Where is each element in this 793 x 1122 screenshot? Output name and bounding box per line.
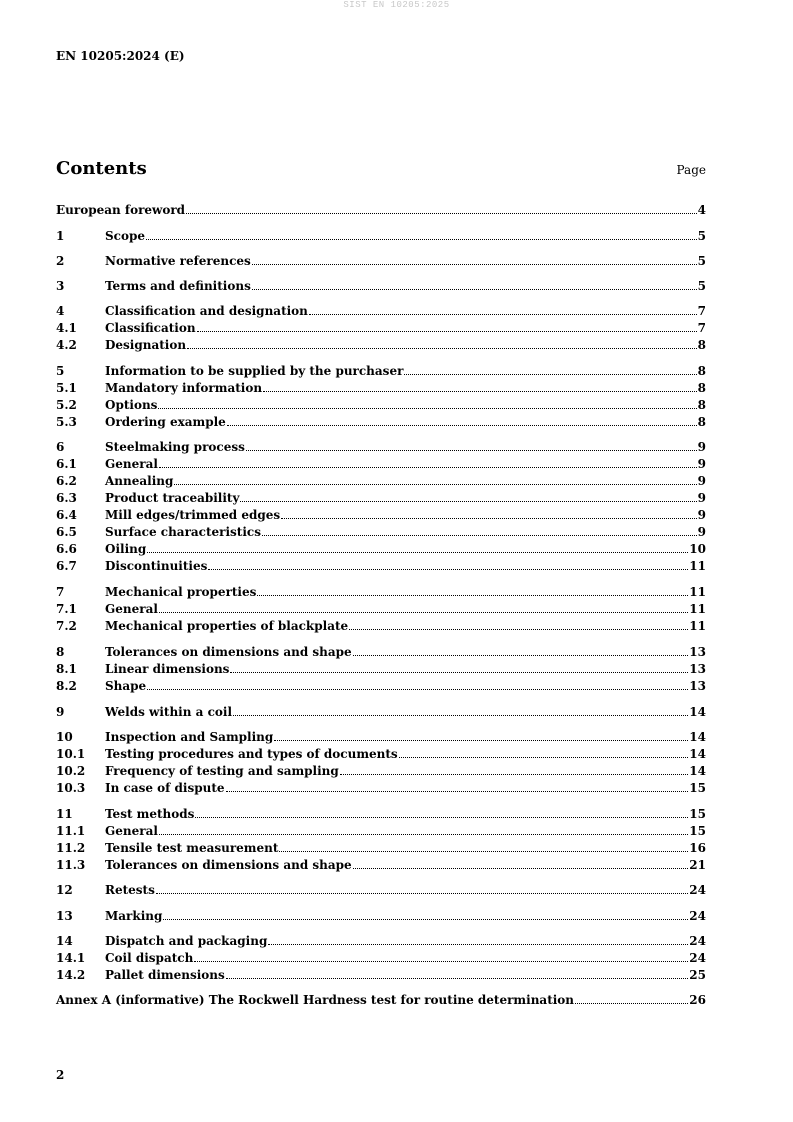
toc-entry-page: 9 xyxy=(697,508,706,522)
toc-entry-title: Tolerances on dimensions and shape xyxy=(105,645,352,659)
toc-entry-number: 5 xyxy=(56,364,65,378)
toc-dot-leader xyxy=(147,552,688,553)
toc-entry-title: Tolerances on dimensions and shape xyxy=(105,858,352,872)
toc-entry[interactable] xyxy=(56,908,706,924)
toc-entry-page: 8 xyxy=(697,364,706,378)
toc-dot-leader xyxy=(262,535,697,536)
toc-dot-leader xyxy=(147,689,688,690)
toc-entry[interactable] xyxy=(56,320,706,336)
toc-entry-page: 9 xyxy=(697,440,706,454)
toc-entry-page: 25 xyxy=(689,968,706,982)
toc-entry-title: Annex A (informative) The Rockwell Hardness test for routine determination xyxy=(56,993,575,1007)
toc-entry-page: 15 xyxy=(689,824,706,838)
toc-entry[interactable] xyxy=(56,584,706,600)
toc-entry-title: Scope xyxy=(105,229,146,243)
toc-entry-page: 15 xyxy=(689,781,706,795)
toc-dot-leader xyxy=(274,740,688,741)
toc-entry[interactable] xyxy=(56,763,706,779)
toc-entry-page: 11 xyxy=(689,559,706,573)
toc-entry-page: 4 xyxy=(697,203,706,217)
toc-entry-number: 6.2 xyxy=(56,474,77,488)
toc-entry-title: Oiling xyxy=(105,542,147,556)
toc-entry-page: 24 xyxy=(689,883,706,897)
toc-entry-page: 8 xyxy=(697,381,706,395)
page-number: 2 xyxy=(56,1068,65,1082)
toc-dot-leader xyxy=(156,893,688,894)
toc-entry-page: 7 xyxy=(697,321,706,335)
toc-entry-number: 5.3 xyxy=(56,415,77,429)
toc-entry[interactable] xyxy=(56,303,706,319)
toc-dot-leader xyxy=(349,629,688,630)
contents-title: Contents xyxy=(56,158,147,179)
toc-entry-page: 21 xyxy=(689,858,706,872)
toc-entry-page: 8 xyxy=(697,415,706,429)
toc-dot-leader xyxy=(158,408,696,409)
toc-entry[interactable] xyxy=(56,704,706,720)
toc-entry-page: 16 xyxy=(689,841,706,855)
toc-entry-page: 11 xyxy=(689,602,706,616)
page-column-label: Page xyxy=(676,163,706,177)
toc-entry-number: 14.1 xyxy=(56,951,86,965)
toc-dot-leader xyxy=(187,348,697,349)
toc-entry-title: Inspection and Sampling xyxy=(105,730,274,744)
toc-entry-number: 4.2 xyxy=(56,338,77,352)
toc-entry-number: 6 xyxy=(56,440,65,454)
toc-entry-page: 8 xyxy=(697,338,706,352)
toc-entry-page: 10 xyxy=(689,542,706,556)
toc-dot-leader xyxy=(159,612,688,613)
toc-entry-page: 7 xyxy=(697,304,706,318)
toc-dot-leader xyxy=(263,391,697,392)
toc-dot-leader xyxy=(146,239,697,240)
toc-entry-number: 8.2 xyxy=(56,679,77,693)
toc-dot-leader xyxy=(159,834,688,835)
toc-entry[interactable] xyxy=(56,661,706,677)
toc-entry-title: Classification xyxy=(105,321,196,335)
toc-entry-number: 5.1 xyxy=(56,381,77,395)
toc-entry[interactable] xyxy=(56,397,706,413)
toc-entry-number: 10 xyxy=(56,730,73,744)
toc-entry-number: 14 xyxy=(56,934,73,948)
toc-entry-page: 14 xyxy=(689,730,706,744)
toc-entry[interactable] xyxy=(56,278,706,294)
toc-entry-number: 6.5 xyxy=(56,525,77,539)
toc-entry-number: 11.2 xyxy=(56,841,86,855)
watermark: SIST EN 10205:2025 xyxy=(343,0,450,10)
toc-entry-page: 8 xyxy=(697,398,706,412)
toc-entry[interactable] xyxy=(56,857,706,873)
toc-entry[interactable] xyxy=(56,414,706,430)
toc-dot-leader xyxy=(252,289,697,290)
toc-entry-title: General xyxy=(105,824,158,838)
toc-entry-title: Coil dispatch xyxy=(105,951,194,965)
toc-entry-page: 14 xyxy=(689,764,706,778)
toc-entry-title: Tensile test measurement xyxy=(105,841,279,855)
toc-entry-page: 11 xyxy=(689,619,706,633)
toc-entry[interactable] xyxy=(56,228,706,244)
toc-entry[interactable] xyxy=(56,644,706,660)
toc-dot-leader xyxy=(226,978,689,979)
toc-dot-leader xyxy=(233,715,688,716)
toc-entry-title: Normative references xyxy=(105,254,251,268)
toc-entry-number: 6.7 xyxy=(56,559,77,573)
toc-entry-title: In case of dispute xyxy=(105,781,225,795)
toc-dot-leader xyxy=(257,595,688,596)
toc-dot-leader xyxy=(279,851,688,852)
toc-entry-number: 5.2 xyxy=(56,398,77,412)
toc-entry-number: 11.3 xyxy=(56,858,86,872)
toc-entry-number: 6.6 xyxy=(56,542,77,556)
toc-entry-title: European foreword xyxy=(56,203,186,217)
toc-entry[interactable] xyxy=(56,541,706,557)
toc-entry-title: Testing procedures and types of documents xyxy=(105,747,398,761)
toc-entry-title: General xyxy=(105,602,158,616)
toc-entry-number: 11 xyxy=(56,807,73,821)
toc-entry-title: Surface characteristics xyxy=(105,525,261,539)
toc-entry[interactable] xyxy=(56,363,706,379)
toc-entry-title: Shape xyxy=(105,679,147,693)
toc-entry-page: 24 xyxy=(689,934,706,948)
toc-entry-title: Product traceability xyxy=(105,491,240,505)
toc-entry[interactable] xyxy=(56,380,706,396)
toc-entry-number: 7.1 xyxy=(56,602,77,616)
toc-dot-leader xyxy=(227,425,697,426)
toc-entry-title: Frequency of testing and sampling xyxy=(105,764,339,778)
toc-entry-number: 2 xyxy=(56,254,65,268)
toc-dot-leader xyxy=(208,569,688,570)
toc-entry[interactable] xyxy=(56,473,706,489)
toc-entry-page: 9 xyxy=(697,457,706,471)
toc-dot-leader xyxy=(163,919,688,920)
toc-entry-page: 5 xyxy=(697,279,706,293)
toc-entry-title: Information to be supplied by the purchaser xyxy=(105,364,404,378)
toc-entry-title: Linear dimensions xyxy=(105,662,230,676)
toc-entry-page: 9 xyxy=(697,491,706,505)
toc-entry-number: 12 xyxy=(56,883,73,897)
toc-entry-title: General xyxy=(105,457,158,471)
toc-entry-page: 5 xyxy=(697,254,706,268)
toc-entry[interactable] xyxy=(56,882,706,898)
toc-entry-number: 4 xyxy=(56,304,65,318)
toc-dot-leader xyxy=(197,331,697,332)
toc-entry-number: 14.2 xyxy=(56,968,86,982)
toc-entry-number: 9 xyxy=(56,705,65,719)
toc-entry-title: Mandatory information xyxy=(105,381,263,395)
toc-entry[interactable] xyxy=(56,806,706,822)
toc-entry-number: 3 xyxy=(56,279,65,293)
toc-entry-title: Ordering example xyxy=(105,415,226,429)
toc-entry-title: Marking xyxy=(105,909,163,923)
toc-entry-title: Pallet dimensions xyxy=(105,968,225,982)
toc-entry-page: 15 xyxy=(689,807,706,821)
toc-dot-leader xyxy=(340,774,689,775)
toc-entry[interactable] xyxy=(56,933,706,949)
toc-entry-page: 11 xyxy=(689,585,706,599)
toc-dot-leader xyxy=(230,672,688,673)
toc-entry-page: 14 xyxy=(689,705,706,719)
toc-dot-leader xyxy=(575,1003,688,1004)
toc-entry-page: 5 xyxy=(697,229,706,243)
toc-entry-number: 10.1 xyxy=(56,747,86,761)
document-id: EN 10205:2024 (E) xyxy=(56,49,185,63)
toc-dot-leader xyxy=(353,655,689,656)
toc-entry[interactable] xyxy=(56,992,706,1008)
toc-entry-number: 1 xyxy=(56,229,65,243)
toc-entry-number: 13 xyxy=(56,909,73,923)
toc-entry[interactable] xyxy=(56,601,706,617)
toc-entry-title: Dispatch and packaging xyxy=(105,934,268,948)
toc-dot-leader xyxy=(246,450,697,451)
toc-entry-title: Mechanical properties xyxy=(105,585,257,599)
toc-dot-leader xyxy=(353,868,689,869)
toc-entry-number: 10.2 xyxy=(56,764,86,778)
toc-entry[interactable] xyxy=(56,967,706,983)
toc-entry[interactable] xyxy=(56,840,706,856)
toc-entry[interactable] xyxy=(56,456,706,472)
toc-entry-title: Discontinuities xyxy=(105,559,208,573)
toc-dot-leader xyxy=(268,944,688,945)
toc-entry[interactable] xyxy=(56,524,706,540)
toc-entry[interactable] xyxy=(56,558,706,574)
toc-entry-page: 9 xyxy=(697,474,706,488)
toc-entry[interactable] xyxy=(56,490,706,506)
toc-entry-page: 13 xyxy=(689,662,706,676)
toc-entry[interactable] xyxy=(56,253,706,269)
toc-entry-title: Test methods xyxy=(105,807,195,821)
toc-entry-page: 24 xyxy=(689,951,706,965)
toc-entry[interactable] xyxy=(56,618,706,634)
toc-entry-page: 9 xyxy=(697,525,706,539)
toc-entry-title: Retests xyxy=(105,883,155,897)
toc-entry-title: Designation xyxy=(105,338,187,352)
toc-entry-number: 6.4 xyxy=(56,508,77,522)
toc-dot-leader xyxy=(194,961,688,962)
toc-entry[interactable] xyxy=(56,729,706,745)
toc-entry[interactable] xyxy=(56,439,706,455)
toc-dot-leader xyxy=(281,518,696,519)
toc-entry-page: 13 xyxy=(689,679,706,693)
toc-dot-leader xyxy=(240,501,696,502)
toc-dot-leader xyxy=(226,791,689,792)
toc-entry[interactable] xyxy=(56,746,706,762)
toc-entry[interactable] xyxy=(56,823,706,839)
toc-entry[interactable] xyxy=(56,780,706,796)
toc-entry-title: Welds within a coil xyxy=(105,705,233,719)
toc-entry-number: 6.1 xyxy=(56,457,77,471)
toc-dot-leader xyxy=(174,484,696,485)
toc-entry-title: Options xyxy=(105,398,158,412)
toc-entry-number: 4.1 xyxy=(56,321,77,335)
toc-dot-leader xyxy=(404,374,696,375)
toc-entry-number: 7.2 xyxy=(56,619,77,633)
toc-entry[interactable] xyxy=(56,950,706,966)
toc-entry-title: Annealing xyxy=(105,474,174,488)
toc-dot-leader xyxy=(399,757,689,758)
toc-entry-title: Terms and definitions xyxy=(105,279,251,293)
toc-entry-title: Steelmaking process xyxy=(105,440,245,454)
toc-entry-number: 6.3 xyxy=(56,491,77,505)
toc-entry[interactable] xyxy=(56,507,706,523)
toc-entry-number: 8.1 xyxy=(56,662,77,676)
toc-entry-page: 14 xyxy=(689,747,706,761)
toc-entry[interactable] xyxy=(56,678,706,694)
toc-dot-leader xyxy=(159,467,697,468)
toc-entry[interactable] xyxy=(56,202,706,218)
toc-dot-leader xyxy=(186,213,697,214)
toc-entry-title: Mechanical properties of blackplate xyxy=(105,619,349,633)
toc-entry-number: 7 xyxy=(56,585,65,599)
toc-entry-page: 26 xyxy=(689,993,706,1007)
toc-entry[interactable] xyxy=(56,337,706,353)
toc-entry-number: 10.3 xyxy=(56,781,86,795)
toc-entry-title: Classification and designation xyxy=(105,304,308,318)
toc-entry-number: 8 xyxy=(56,645,65,659)
toc-entry-number: 11.1 xyxy=(56,824,86,838)
toc-entry-page: 24 xyxy=(689,909,706,923)
toc-entry-page: 13 xyxy=(689,645,706,659)
contents-header xyxy=(56,158,706,182)
toc-entry-title: Mill edges/trimmed edges xyxy=(105,508,281,522)
toc-dot-leader xyxy=(309,314,697,315)
toc-dot-leader xyxy=(252,264,697,265)
toc-dot-leader xyxy=(195,817,688,818)
